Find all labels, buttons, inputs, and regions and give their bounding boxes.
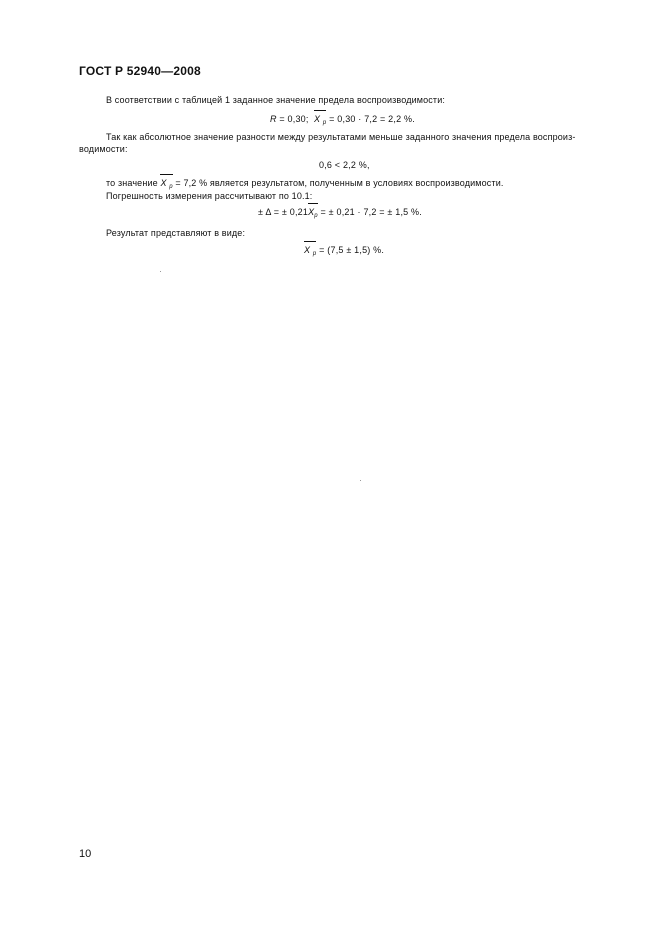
page-number: 10	[79, 848, 92, 860]
formula-result-value: = (7,5 ± 1,5) %.	[316, 245, 385, 255]
formula-x-rest: = 0,30 · 7,2 = 2,2 %.	[326, 114, 415, 124]
formula-x-mean	[308, 206, 318, 223]
paragraph-result-form: Результат представляют в виде:	[106, 228, 246, 238]
paragraph-difference-line2: водимости:	[79, 144, 128, 154]
x-subscript: p	[312, 251, 317, 257]
x-subscript: p	[322, 120, 327, 126]
formula-comparison: 0,6 < 2,2 %,	[319, 160, 370, 170]
formula-result	[304, 244, 384, 261]
x-symbol: X	[304, 245, 311, 255]
text-before: то значение	[106, 178, 161, 188]
x-subscript: p	[169, 184, 173, 190]
formula-error-start: ± Δ = ± 0,21	[258, 207, 309, 217]
text-after: = 7,2 % является результатом, полученным в условиях воспроизводимости.	[172, 178, 504, 188]
x-symbol: X	[308, 207, 315, 217]
formula-r-value: = 0,30;	[276, 114, 309, 124]
document-header: ГОСТ Р 52940—2008	[79, 64, 201, 78]
formula-reproducibility-limit	[270, 113, 415, 130]
formula-x-mean	[304, 244, 316, 261]
formula-r-symbol: R	[270, 114, 277, 124]
paragraph-reproducibility-limit: В соответствии с таблицей 1 заданное значение предела воспроизводимости:	[106, 95, 446, 105]
formula-x-mean	[314, 113, 326, 130]
paragraph-error-calc: Погрешность измерения рассчитывают по 10.1:	[106, 191, 313, 201]
x-subscript: p	[314, 213, 318, 219]
formula-error	[258, 206, 422, 223]
scan-speck	[160, 271, 161, 272]
x-symbol: X	[160, 178, 167, 188]
x-symbol: X	[313, 114, 321, 124]
paragraph-difference-line1: Так как абсолютное значение разности между результатами меньше заданного значения предела воспроиз-	[106, 132, 576, 142]
formula-error-end: = ± 0,21 · 7,2 = ± 1,5 %.	[317, 207, 422, 217]
scan-speck	[360, 480, 361, 481]
